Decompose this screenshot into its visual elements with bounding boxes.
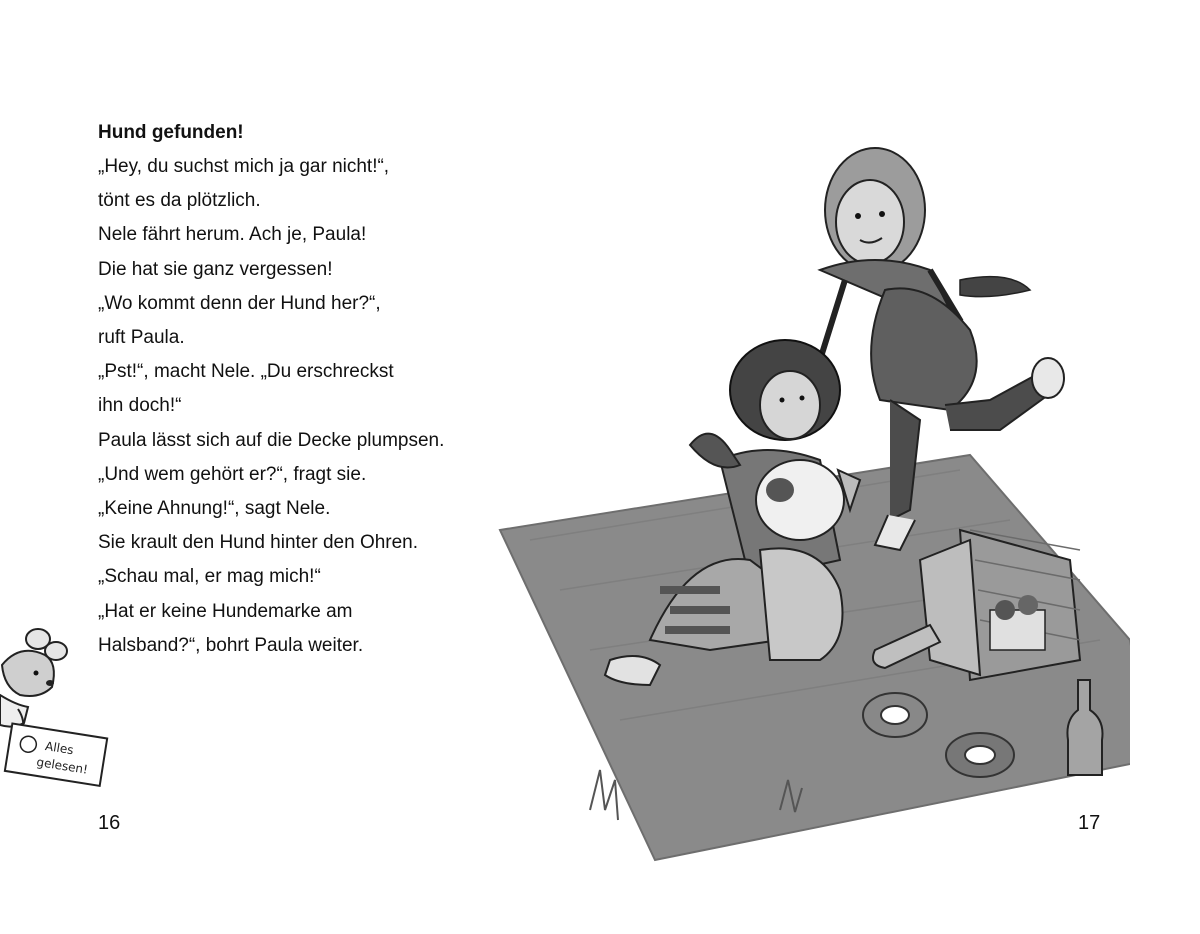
story-text [98,116,538,663]
right-page [560,0,1200,934]
pretzel [946,733,1014,777]
sign-text-line1: Alles [44,738,75,758]
page-number-right: 17 [1078,812,1101,834]
story-line: ihn doch!“ [98,395,182,417]
story-line: Sie krault den Hund hinter den Ohren. [98,532,419,554]
story-line: „Und wem gehört er?“, fragt sie. [98,463,367,485]
pretzel [863,693,927,737]
page-number-left: 16 [98,812,121,834]
picnic-scene-illustration [490,120,1130,870]
reading-mouse-icon[interactable] [0,625,115,805]
story-line: „Pst!“, macht Nele. „Du erschreckst [98,361,394,383]
story-line: „Wo kommt denn der Hund her?“, [98,292,381,314]
story-line: ruft Paula. [98,327,185,349]
story-line: „Hat er keine Hundemarke am [98,600,353,622]
story-line: Die hat sie ganz vergessen! [98,258,333,280]
left-page [0,0,560,934]
story-line: tönt es da plötzlich. [98,190,261,212]
story-line: „Schau mal, er mag mich!“ [98,566,321,588]
sign-text-line2: gelesen! [35,754,89,777]
story-line: „Hey, du suchst mich ja gar nicht!“, [98,156,390,177]
grass-tuft [590,770,618,820]
story-line: „Keine Ahnung!“, sagt Nele. [98,498,331,520]
story-line: Nele fährt herum. Ach je, Paula! [98,224,367,246]
picnic-basket [920,530,1080,680]
story-line: Paula lässt sich auf die Decke plumpsen. [98,429,445,451]
story-line: Halsband?“, bohrt Paula weiter. [98,634,364,656]
story-title: Hund gefunden! [98,122,244,143]
